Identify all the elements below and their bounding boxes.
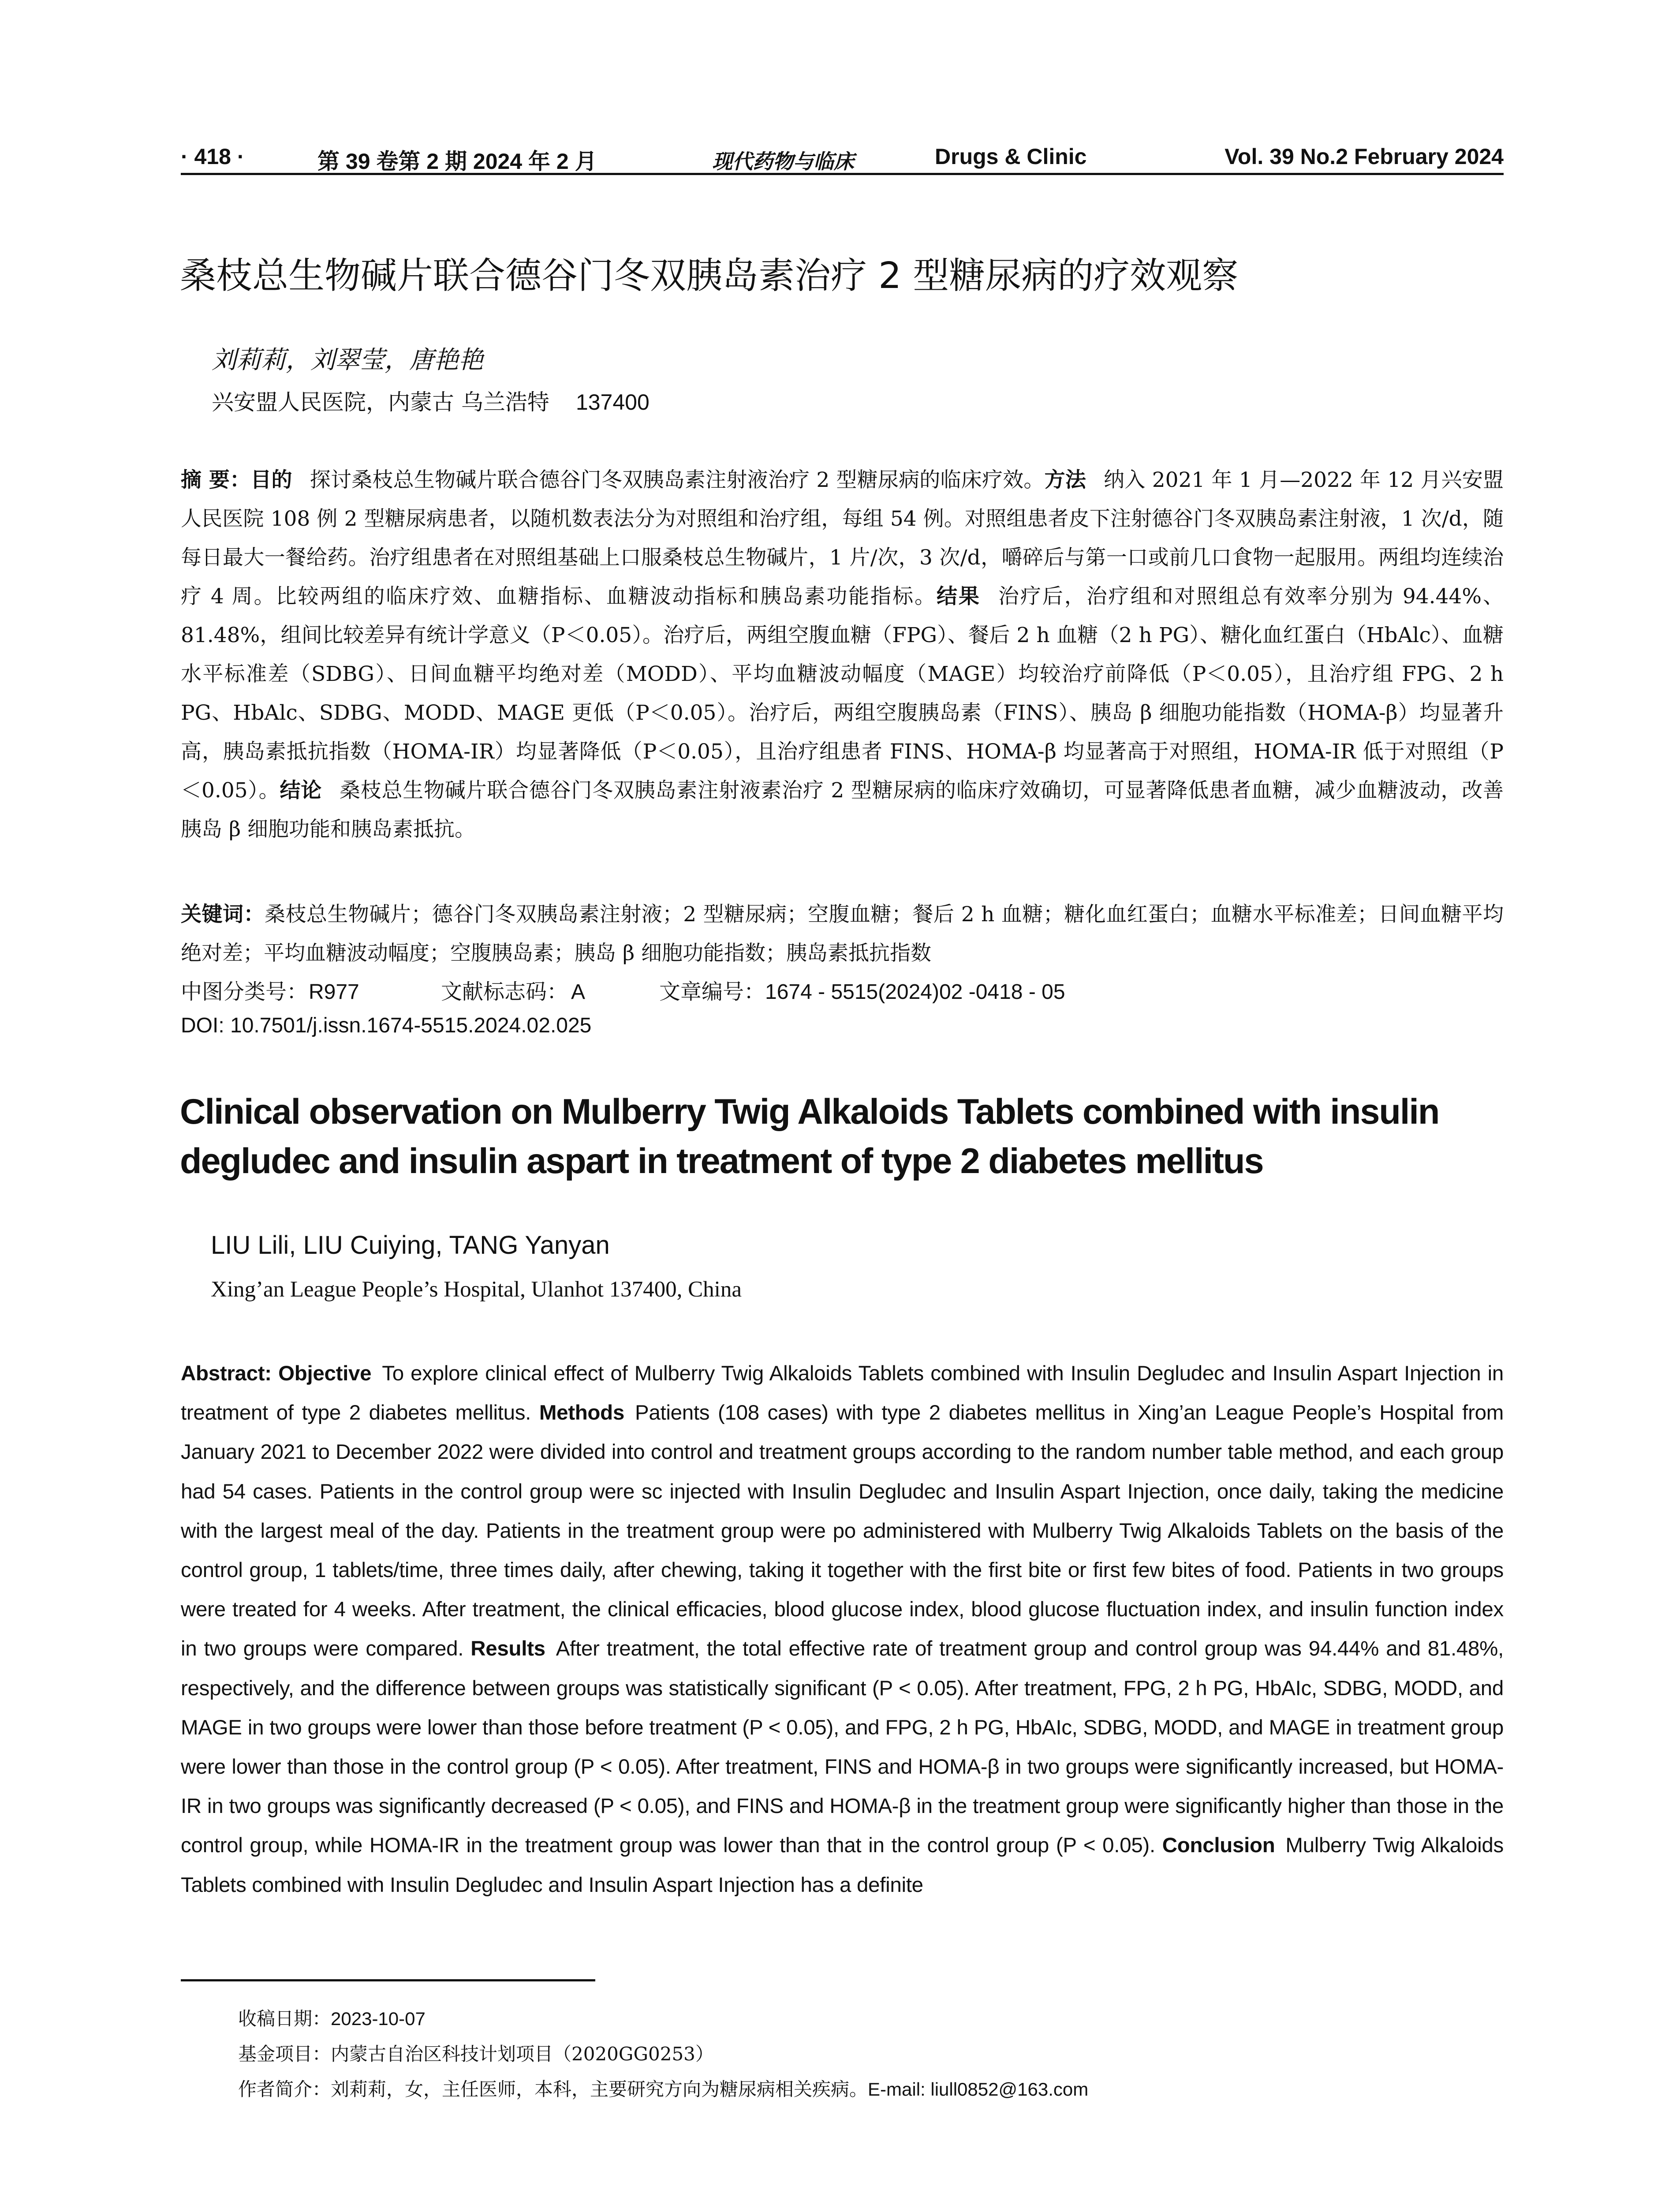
abstract-en-label: Abstract: — [181, 1362, 272, 1385]
conclusion-label-cn: 结论 — [280, 778, 322, 803]
doc-code: A — [571, 980, 586, 1004]
results-en: After treatment, the total effective rate of treatment group and control group was 94.44% and 81.48%, respectively, and the difference between groups was statistically significant (P < 0.05). After treatment, FPG, 2 h PG, HbAIc, SDBG, MODD, and MAGE in two groups were lower than those before treatment (P < 0.05), and FPG, 2 h PG, HbAIc, SDBG, MODD, and MAGE in treatment group were lower than those in the control group (P < 0.05). After treatment, FINS and HOMA-β in two groups were significantly increased, but HOMA-IR in two groups was significantly decreased (P < 0.05), and FINS and HOMA-β in the treatment group were significantly higher than those in the control group, while HOMA-IR in the treatment group was lower than that in the control group (P < 0.05). — [181, 1637, 1504, 1857]
author-bio-label: 作者简介： — [238, 2078, 331, 2100]
page-number: · 418 · — [181, 144, 245, 169]
results-label-en: Results — [470, 1637, 545, 1661]
objective-label-en: Objective — [278, 1362, 372, 1385]
abstract-cn-label: 摘 要： — [181, 468, 251, 492]
classification-line — [181, 975, 1065, 1005]
footnote-divider — [181, 1979, 595, 1981]
footnote-received — [238, 2004, 426, 2031]
running-header — [181, 142, 1504, 175]
conclusion-en: Mulberry Twig Alkaloids Tablets combined with Insulin Degludec and Insulin Aspart Injection has a definite — [181, 1834, 1504, 1897]
article-number-label: 文章编号： — [659, 980, 765, 1004]
keywords-label-cn: 关键词： — [181, 902, 265, 927]
doi: DOI: 10.7501/j.issn.1674-5515.2024.02.025 — [181, 1014, 592, 1037]
article-title-cn: 桑枝总生物碱片联合德谷门冬双胰岛素治疗 2 型糖尿病的疗效观察 — [180, 255, 1239, 297]
affiliation-cn — [212, 385, 650, 416]
volume-issue-cn: 第 39 卷第 2 期 2024 年 2 月 — [317, 149, 597, 174]
journal-name-en: Drugs & Clinic — [935, 144, 1087, 169]
results-cn: 治疗后，治疗组和对照组总有效率分别为 94.44%、81.48%，组间比较差异有统计学意义（P＜0.05）。治疗后，两组空腹血糖（FPG）、餐后 2 h 血糖（2 h PG）、糖化血红蛋白（HbAlc）、血糖水平标准差（SDBG）、日间血糖平均绝对差（MODD）、平均血糖波动幅度（MAGE）均较治疗前降低（P＜0.05），且治疗组 FPG、2 h PG、HbAlc、SDBG、MODD、MAGE 更低（P＜0.05）。治疗后，两组空腹胰岛素（FINS）、胰岛 β 细胞功能指数（HOMA-β）均显著升高，胰岛素抵抗指数（HOMA-IR）均显著降低（P＜0.05），且治疗组患者 FINS、HOMA-β 均显著高于对照组，HOMA-IR 低于对照组（P＜0.05）。 — [181, 584, 1504, 803]
article-number: 1674 - 5515(2024)02 -0418 - 05 — [765, 980, 1065, 1004]
author-email: E-mail: liull0852@163.com — [868, 2079, 1089, 2100]
journal-name-cn: 现代药物与临床 — [712, 149, 854, 173]
affiliation-en: Xing’an League People’s Hospital, Ulanhot 137400, China — [211, 1277, 742, 1302]
abstract-en — [181, 1354, 1504, 1905]
abstract-cn — [181, 461, 1504, 849]
authors-en: LIU Lili, LIU Cuiying, TANG Yanyan — [211, 1231, 610, 1259]
received-date: 2023-10-07 — [331, 2008, 426, 2029]
volume-issue-en: Vol. 39 No.2 February 2024 — [1225, 144, 1504, 169]
objective-en: To explore clinical effect of Mulberry Twig Alkaloids Tablets combined with Insulin Degludec and Insulin Aspart Injection in treatment of type 2 diabetes mellitus. — [181, 1362, 1504, 1425]
fund-label: 基金项目： — [238, 2043, 331, 2065]
conclusion-label-en: Conclusion — [1162, 1834, 1275, 1857]
footnote-fund — [238, 2040, 714, 2066]
conclusion-cn: 桑枝总生物碱片联合德谷门冬双胰岛素注射液素治疗 2 型糖尿病的临床疗效确切，可显著降低患者血糖，减少血糖波动，改善胰岛 β 细胞功能和胰岛素抵抗。 — [181, 778, 1504, 841]
footnote-author — [238, 2075, 1088, 2101]
postcode-cn: 137400 — [575, 390, 650, 415]
methods-label-cn: 方法 — [1044, 468, 1086, 492]
author-bio: 刘莉莉，女，主任医师，本科，主要研究方向为糖尿病相关疾病。 — [331, 2078, 868, 2100]
doc-code-label: 文献标志码： — [441, 980, 568, 1004]
keywords-cn — [181, 895, 1504, 973]
objective-label-cn: 目的 — [250, 468, 292, 492]
methods-cn: 纳入 2021 年 1 月—2022 年 12 月兴安盟人民医院 108 例 2 型糖尿病患者，以随机数表法分为对照组和治疗组，每组 54 例。对照组患者皮下注射德谷门冬双胰岛素注射液，1 次/d，随每日最大一餐给药。治疗组患者在对照组基础上口服桑枝总生物碱片，1 片/次，3 次/d，嚼碎后与第一口或前几口食物一起服用。两组均连续治疗 4 周。比较两组的临床疗效、血糖指标、血糖波动指标和胰岛素功能指标。 — [181, 468, 1504, 609]
objective-cn: 探讨桑枝总生物碱片联合德谷门冬双胰岛素注射液治疗 2 型糖尿病的临床疗效。 — [310, 468, 1045, 492]
clc-code: R977 — [309, 980, 359, 1004]
received-label: 收稿日期： — [238, 2008, 331, 2029]
authors-cn: 刘莉莉，刘翠莹，唐艳艳 — [212, 346, 483, 374]
keywords-text-cn: 桑枝总生物碱片；德谷门冬双胰岛素注射液；2 型糖尿病；空腹血糖；餐后 2 h 血糖；糖化血红蛋白；血糖水平标准差；日间血糖平均绝对差；平均血糖波动幅度；空腹胰岛素；胰岛 β 细胞功能指数；胰岛素抵抗指数 — [181, 902, 1504, 965]
affiliation-cn-text: 兴安盟人民医院，内蒙古 乌兰浩特 — [212, 389, 549, 415]
methods-en: Patients (108 cases) with type 2 diabetes mellitus in Xing’an League People’s Hospital from January 2021 to December 2022 were divided into control and treatment groups according to the random number table method, and each group had 54 cases. Patients in the control group were sc injected with Insulin Degludec and Insulin Aspart Injection, once daily, taking the medicine with the largest meal of the day. Patients in the treatment group were po administered with Mulberry Twig Alkaloids Tablets on the basis of the control group, 1 tablets/time, three times daily, after chewing, taking it together with the first bite or first few bites of food. Patients in two groups were treated for 4 weeks. After treatment, the clinical efficacies, blood glucose index, blood glucose fluctuation index, and insulin function index in two groups were compared. — [181, 1401, 1504, 1661]
fund-text: 内蒙古自治区科技计划项目（2020GG0253） — [331, 2043, 714, 2065]
results-label-cn: 结果 — [936, 584, 981, 609]
clc-label: 中图分类号： — [181, 980, 308, 1004]
methods-label-en: Methods — [539, 1401, 624, 1425]
article-title-en: Clinical observation on Mulberry Twig Alkaloids Tablets combined with insulin degludec and insulin aspart in treatment of type 2 diabetes mellitus — [180, 1092, 1439, 1181]
